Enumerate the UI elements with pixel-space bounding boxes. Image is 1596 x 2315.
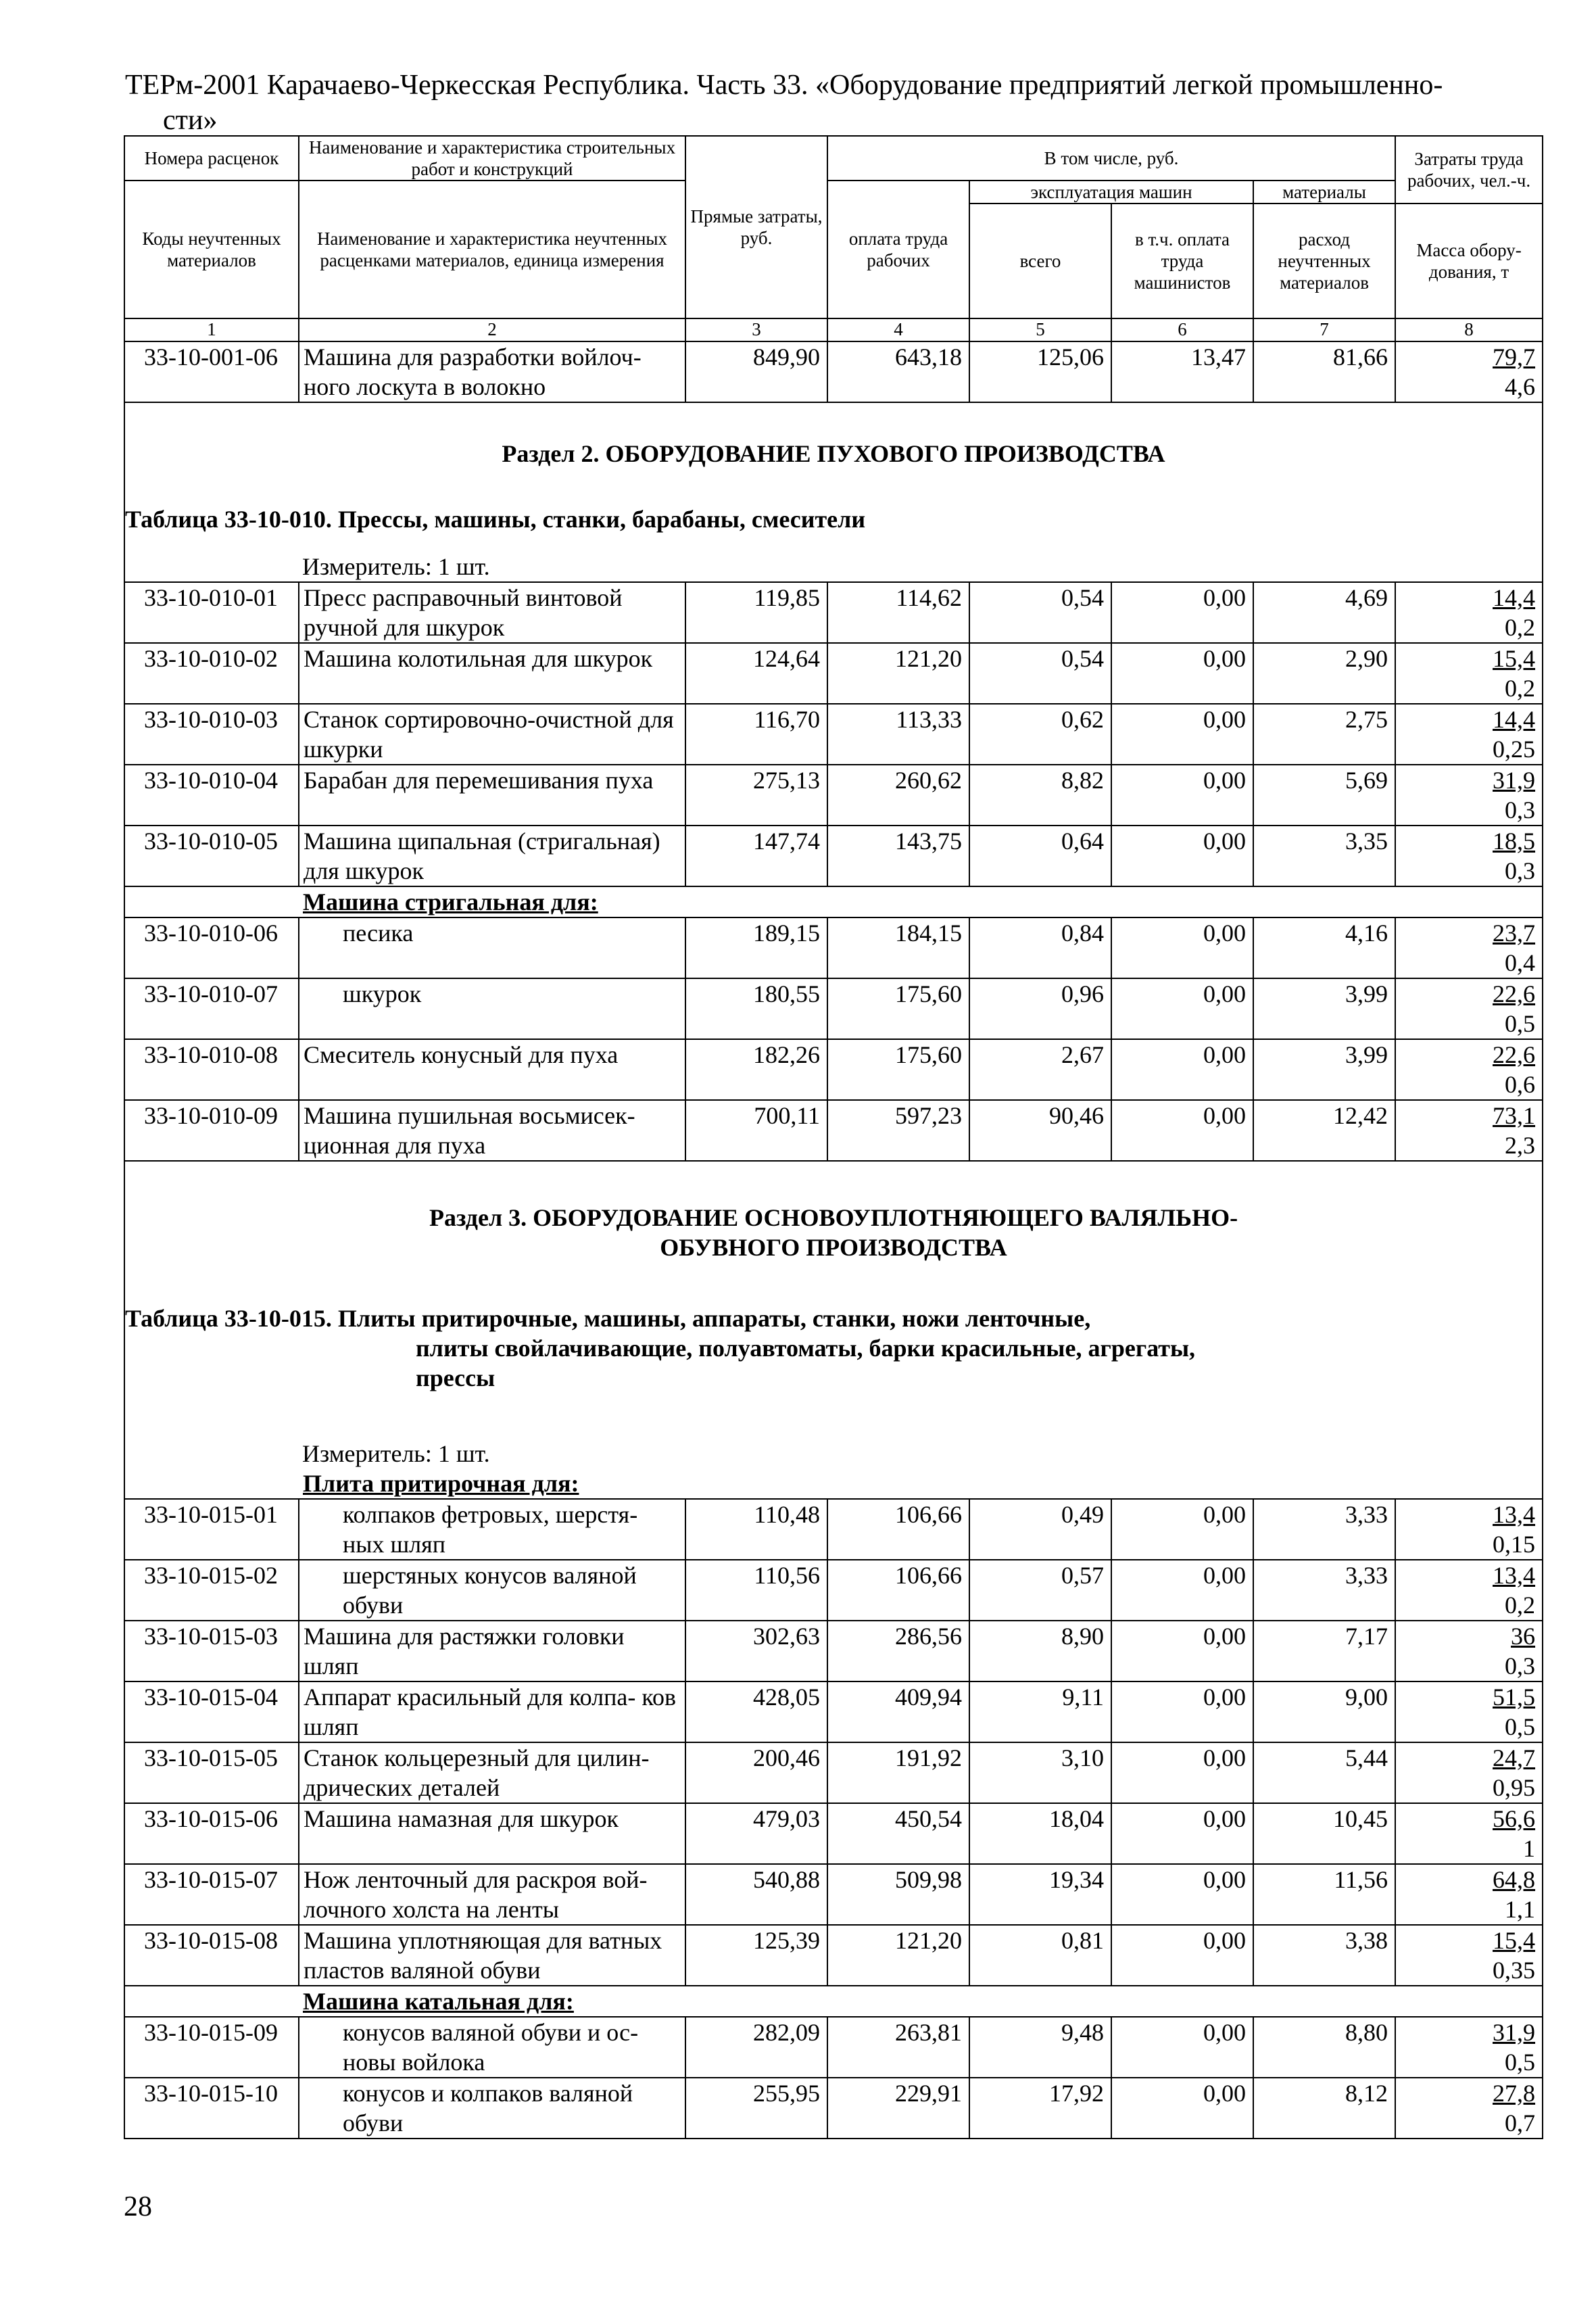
labor-mass-cell [1395, 582, 1543, 643]
table-row [124, 978, 1543, 1039]
machinist-wages: 0,00 [1111, 826, 1253, 886]
machinist-wages: 0,00 [1111, 704, 1253, 765]
table-row [124, 1499, 1543, 1560]
worker-wages: 106,66 [827, 1560, 969, 1621]
rate-code: 33-10-015-05 [124, 1742, 299, 1803]
page-header [125, 68, 1545, 138]
labor-value: 14,4 [1493, 706, 1536, 733]
mass-value: 0,5 [1505, 1010, 1536, 1037]
machinist-wages: 0,00 [1111, 2078, 1253, 2139]
machinist-wages: 0,00 [1111, 582, 1253, 643]
machinist-wages: 13,47 [1111, 341, 1253, 402]
rates-table [124, 135, 1543, 2139]
direct-costs: 110,56 [685, 1560, 827, 1621]
rate-code: 33-10-015-10 [124, 2078, 299, 2139]
labor-mass-cell [1395, 1742, 1543, 1803]
rate-code: 33-10-015-01 [124, 1499, 299, 1560]
worker-wages: 143,75 [827, 826, 969, 886]
machinist-wages: 0,00 [1111, 1621, 1253, 1681]
rate-code: 33-10-010-06 [124, 917, 299, 978]
material-costs: 2,90 [1253, 643, 1395, 704]
machinist-wages: 0,00 [1111, 1681, 1253, 1742]
mass-value: 0,5 [1505, 2049, 1536, 2076]
direct-costs: 147,74 [685, 826, 827, 886]
rate-code: 33-10-015-08 [124, 1925, 299, 1986]
mass-value: 0,35 [1493, 1957, 1536, 1984]
machinist-wages: 0,00 [1111, 1864, 1253, 1925]
group-spacer [124, 1469, 299, 1499]
direct-costs: 700,11 [685, 1100, 827, 1161]
labor-mass-cell [1395, 1100, 1543, 1161]
group-spacer [124, 886, 299, 917]
labor-value: 23,7 [1493, 920, 1536, 947]
labor-mass-cell [1395, 1681, 1543, 1742]
machinist-wages: 0,00 [1111, 1742, 1253, 1803]
machinist-wages: 0,00 [1111, 1100, 1253, 1161]
mass-value: 1 [1523, 1835, 1536, 1862]
direct-costs: 110,48 [685, 1499, 827, 1560]
col-labor-header: Затраты труда рабочих, чел.-ч. [1395, 136, 1543, 204]
machine-costs: 2,67 [969, 1039, 1111, 1100]
labor-mass-cell [1395, 643, 1543, 704]
mass-value: 4,6 [1505, 373, 1536, 400]
row-name: шкурок [299, 978, 685, 1039]
row-name: шерстяных конусов валяной обуви [299, 1560, 685, 1621]
row-name: Машина щипальная (стригальная) для шкурок [299, 826, 685, 886]
labor-value: 15,4 [1493, 645, 1536, 672]
material-costs: 8,12 [1253, 2078, 1395, 2139]
direct-costs: 540,88 [685, 1864, 827, 1925]
table-row [124, 1100, 1543, 1161]
table-row [124, 1560, 1543, 1621]
worker-wages: 643,18 [827, 341, 969, 402]
direct-costs: 119,85 [685, 582, 827, 643]
table-33-10-010-title: Таблица 33-10-010. Прессы, машины, станки, барабаны, смесители [124, 504, 1543, 552]
direct-costs: 302,63 [685, 1621, 827, 1681]
row-name: Машина намазная для шкурок [299, 1803, 685, 1864]
machine-costs: 17,92 [969, 2078, 1111, 2139]
labor-mass-cell [1395, 1039, 1543, 1100]
table-row [124, 1621, 1543, 1681]
group-heading: Плита притирочная для: [299, 1469, 1543, 1499]
direct-costs: 180,55 [685, 978, 827, 1039]
labor-mass-cell [1395, 341, 1543, 402]
rate-code: 33-10-010-02 [124, 643, 299, 704]
rate-code: 33-10-015-07 [124, 1864, 299, 1925]
worker-wages: 106,66 [827, 1499, 969, 1560]
table-row [124, 704, 1543, 765]
col-machinists-header: в т.ч. оплата труда машинистов [1111, 204, 1253, 318]
column-number: 5 [969, 318, 1111, 341]
machine-costs: 19,34 [969, 1864, 1111, 1925]
mass-value: 0,25 [1493, 736, 1536, 763]
machine-costs: 0,62 [969, 704, 1111, 765]
table-row [124, 765, 1543, 826]
table-row [124, 341, 1543, 402]
machinist-wages: 0,00 [1111, 1803, 1253, 1864]
group-row [124, 1986, 1543, 2017]
col-machines-total-header: всего [969, 204, 1111, 318]
machine-costs: 9,11 [969, 1681, 1111, 1742]
column-number: 2 [299, 318, 685, 341]
material-costs: 2,75 [1253, 704, 1395, 765]
material-costs: 3,33 [1253, 1499, 1395, 1560]
col-materials-name-header: Наименование и характеристика неучтенных расценками материалов, единица измерения [299, 181, 685, 318]
material-costs: 5,69 [1253, 765, 1395, 826]
labor-mass-cell [1395, 978, 1543, 1039]
labor-mass-cell [1395, 704, 1543, 765]
labor-value: 14,4 [1493, 584, 1536, 611]
machine-costs: 0,54 [969, 582, 1111, 643]
machine-costs: 0,57 [969, 1560, 1111, 1621]
column-numbers-row [124, 318, 1543, 341]
table-row [124, 826, 1543, 886]
rate-code: 33-10-010-04 [124, 765, 299, 826]
row-name: конусов и колпаков валяной обуви [299, 2078, 685, 2139]
material-costs: 3,99 [1253, 1039, 1395, 1100]
column-number: 6 [1111, 318, 1253, 341]
labor-value: 31,9 [1493, 767, 1536, 794]
material-costs: 81,66 [1253, 341, 1395, 402]
row-name: Нож ленточный для раскроя вой- лочного холста на ленты [299, 1864, 685, 1925]
labor-value: 13,4 [1493, 1501, 1536, 1528]
row-name: колпаков фетровых, шерстя- ных шляп [299, 1499, 685, 1560]
rate-code: 33-10-001-06 [124, 341, 299, 402]
labor-value: 73,1 [1493, 1102, 1536, 1129]
labor-mass-cell [1395, 765, 1543, 826]
group-row [124, 1469, 1543, 1499]
mass-value: 0,5 [1505, 1713, 1536, 1740]
column-number: 3 [685, 318, 827, 341]
rate-code: 33-10-015-02 [124, 1560, 299, 1621]
worker-wages: 121,20 [827, 643, 969, 704]
material-costs: 7,17 [1253, 1621, 1395, 1681]
table-33-10-015-title [124, 1304, 1543, 1439]
col-including-header: В том числе, руб. [827, 136, 1395, 181]
row-name: песика [299, 917, 685, 978]
mass-value: 0,7 [1505, 2109, 1536, 2137]
worker-wages: 175,60 [827, 978, 969, 1039]
labor-mass-cell [1395, 1621, 1543, 1681]
material-costs: 10,45 [1253, 1803, 1395, 1864]
mass-value: 0,2 [1505, 614, 1536, 641]
row-name: Аппарат красильный для колпа- ков шляп [299, 1681, 685, 1742]
material-costs: 3,35 [1253, 826, 1395, 886]
mass-value: 0,95 [1493, 1774, 1536, 1801]
machine-costs: 8,90 [969, 1621, 1111, 1681]
group-heading: Машина стригальная для: [299, 886, 1543, 917]
row-name: Машина пушильная восьмисек- ционная для пуха [299, 1100, 685, 1161]
table-title-line-3: прессы [416, 1364, 495, 1391]
machine-costs: 125,06 [969, 341, 1111, 402]
labor-value: 36 [1511, 1623, 1536, 1650]
col-mass-header: Масса обору- дования, т [1395, 204, 1543, 318]
labor-value: 51,5 [1493, 1684, 1536, 1711]
row-name: Станок кольцерезный для цилин- дрических деталей [299, 1742, 685, 1803]
machine-costs: 3,10 [969, 1742, 1111, 1803]
labor-mass-cell [1395, 1803, 1543, 1864]
worker-wages: 121,20 [827, 1925, 969, 1986]
machinist-wages: 0,00 [1111, 1499, 1253, 1560]
column-number: 4 [827, 318, 969, 341]
rate-code: 33-10-010-03 [124, 704, 299, 765]
direct-costs: 255,95 [685, 2078, 827, 2139]
measure-unit: Измеритель: 1 шт. [124, 1439, 1543, 1469]
machinist-wages: 0,00 [1111, 1039, 1253, 1100]
machine-costs: 0,49 [969, 1499, 1111, 1560]
rate-code: 33-10-010-01 [124, 582, 299, 643]
direct-costs: 189,15 [685, 917, 827, 978]
machine-costs: 18,04 [969, 1803, 1111, 1864]
direct-costs: 275,13 [685, 765, 827, 826]
material-costs: 12,42 [1253, 1100, 1395, 1161]
direct-costs: 116,70 [685, 704, 827, 765]
section-2-title: Раздел 2. ОБОРУДОВАНИЕ ПУХОВОГО ПРОИЗВОДСТВА [124, 402, 1543, 504]
machinist-wages: 0,00 [1111, 765, 1253, 826]
table-row [124, 2017, 1543, 2078]
measure-unit: Измеритель: 1 шт. [124, 552, 1543, 582]
mass-value: 0,2 [1505, 675, 1536, 702]
labor-value: 22,6 [1493, 980, 1536, 1007]
labor-value: 13,4 [1493, 1562, 1536, 1589]
mass-value: 2,3 [1505, 1132, 1536, 1159]
labor-mass-cell [1395, 917, 1543, 978]
page-number: 28 [124, 2191, 152, 2222]
labor-value: 22,6 [1493, 1041, 1536, 1068]
rate-code: 33-10-015-03 [124, 1621, 299, 1681]
machinist-wages: 0,00 [1111, 1925, 1253, 1986]
rate-code: 33-10-010-05 [124, 826, 299, 886]
worker-wages: 450,54 [827, 1803, 969, 1864]
labor-mass-cell [1395, 1499, 1543, 1560]
worker-wages: 286,56 [827, 1621, 969, 1681]
table-row [124, 1681, 1543, 1742]
col-machines-header: эксплуатация машин [969, 181, 1253, 204]
worker-wages: 113,33 [827, 704, 969, 765]
table-title-line-2: плиты свойлачивающие, полуавтоматы, барки красильные, агрегаты, [416, 1335, 1196, 1362]
labor-value: 27,8 [1493, 2080, 1536, 2107]
col-wages-header: оплата труда рабочих [827, 181, 969, 318]
worker-wages: 597,23 [827, 1100, 969, 1161]
material-costs: 4,69 [1253, 582, 1395, 643]
machine-costs: 9,48 [969, 2017, 1111, 2078]
labor-mass-cell [1395, 2078, 1543, 2139]
measure-unit-row [124, 552, 1543, 582]
material-costs: 4,16 [1253, 917, 1395, 978]
worker-wages: 263,81 [827, 2017, 969, 2078]
labor-value: 56,6 [1493, 1805, 1536, 1832]
labor-mass-cell [1395, 826, 1543, 886]
mass-value: 1,1 [1505, 1896, 1536, 1923]
rate-code: 33-10-015-04 [124, 1681, 299, 1742]
labor-value: 31,9 [1493, 2019, 1536, 2046]
machine-costs: 90,46 [969, 1100, 1111, 1161]
mass-value: 0,15 [1493, 1531, 1536, 1558]
rate-code: 33-10-015-09 [124, 2017, 299, 2078]
labor-mass-cell [1395, 1925, 1543, 1986]
col-codes-header: Коды неучтенных материалов [124, 181, 299, 318]
worker-wages: 114,62 [827, 582, 969, 643]
col-materials-header: материалы [1253, 181, 1395, 204]
measure-unit-row [124, 1439, 1543, 1469]
labor-value: 64,8 [1493, 1866, 1536, 1893]
mass-value: 0,3 [1505, 796, 1536, 824]
worker-wages: 229,91 [827, 2078, 969, 2139]
group-spacer [124, 1986, 299, 2017]
direct-costs: 479,03 [685, 1803, 827, 1864]
page-title-line-1: ТЕРм-2001 Карачаево-Черкесская Республика. Часть 33. «Оборудование предприятий легкой промышленно- [125, 70, 1443, 101]
row-name: Станок сортировочно-очистной для шкурки [299, 704, 685, 765]
section-3-title [124, 1161, 1543, 1304]
table-row [124, 1803, 1543, 1864]
machinist-wages: 0,00 [1111, 917, 1253, 978]
machinist-wages: 0,00 [1111, 1560, 1253, 1621]
table-row [124, 1742, 1543, 1803]
column-number: 1 [124, 318, 299, 341]
worker-wages: 260,62 [827, 765, 969, 826]
machine-costs: 0,96 [969, 978, 1111, 1039]
mass-value: 0,6 [1505, 1071, 1536, 1098]
col-name-header: Наименование и характеристика строительных работ и конструкций [299, 136, 685, 181]
machine-costs: 8,82 [969, 765, 1111, 826]
row-name: Барабан для перемешивания пуха [299, 765, 685, 826]
table-title-line-1: Таблица 33-10-015. Плиты притирочные, машины, аппараты, станки, ножи ленточные, [125, 1305, 1091, 1332]
worker-wages: 509,98 [827, 1864, 969, 1925]
direct-costs: 428,05 [685, 1681, 827, 1742]
labor-value: 15,4 [1493, 1927, 1536, 1954]
material-costs: 11,56 [1253, 1864, 1395, 1925]
machinist-wages: 0,00 [1111, 2017, 1253, 2078]
direct-costs: 124,64 [685, 643, 827, 704]
table-row [124, 2078, 1543, 2139]
table-row [124, 1925, 1543, 1986]
group-heading: Машина катальная для: [299, 1986, 1543, 2017]
mass-value: 0,4 [1505, 949, 1536, 976]
worker-wages: 191,92 [827, 1742, 969, 1803]
labor-value: 18,5 [1493, 828, 1536, 855]
row-name: Смеситель конусный для пуха [299, 1039, 685, 1100]
labor-mass-cell [1395, 2017, 1543, 2078]
machine-costs: 0,81 [969, 1925, 1111, 1986]
mass-value: 0,3 [1505, 857, 1536, 884]
material-costs: 9,00 [1253, 1681, 1395, 1742]
worker-wages: 175,60 [827, 1039, 969, 1100]
direct-costs: 282,09 [685, 2017, 827, 2078]
row-name: конусов валяной обуви и ос- новы войлока [299, 2017, 685, 2078]
column-number: 8 [1395, 318, 1543, 341]
row-name: Машина колотильная для шкурок [299, 643, 685, 704]
row-name: Пресс расправочный винтовой ручной для шкурок [299, 582, 685, 643]
row-name: Машина уплотняющая для ватных пластов валяной обуви [299, 1925, 685, 1986]
labor-value: 79,7 [1493, 343, 1536, 371]
rate-code: 33-10-010-09 [124, 1100, 299, 1161]
table-row [124, 582, 1543, 643]
direct-costs: 182,26 [685, 1039, 827, 1100]
labor-mass-cell [1395, 1864, 1543, 1925]
group-row [124, 886, 1543, 917]
direct-costs: 125,39 [685, 1925, 827, 1986]
col-direct-header: Прямые затраты, руб. [685, 136, 827, 318]
table-row [124, 1039, 1543, 1100]
labor-mass-cell [1395, 1560, 1543, 1621]
column-number: 7 [1253, 318, 1395, 341]
mass-value: 0,2 [1505, 1592, 1536, 1619]
section-3-title-line-2: ОБУВНОГО ПРОИЗВОДСТВА [660, 1234, 1007, 1261]
page-title-line-2: сти» [163, 105, 218, 136]
table-row [124, 917, 1543, 978]
machine-costs: 0,64 [969, 826, 1111, 886]
machinist-wages: 0,00 [1111, 643, 1253, 704]
table-body [124, 136, 1543, 2139]
table-33-10-015-title-row [124, 1304, 1543, 1439]
row-name: Машина для растяжки головки шляп [299, 1621, 685, 1681]
col-rate-number-header: Номера расценок [124, 136, 299, 181]
rate-code: 33-10-010-07 [124, 978, 299, 1039]
section-3-title-line-1: Раздел 3. ОБОРУДОВАНИЕ ОСНОВОУПЛОТНЯЮЩЕГО ВАЛЯЛЬНО- [429, 1204, 1238, 1231]
labor-value: 24,7 [1493, 1744, 1536, 1771]
worker-wages: 409,94 [827, 1681, 969, 1742]
worker-wages: 184,15 [827, 917, 969, 978]
material-costs: 5,44 [1253, 1742, 1395, 1803]
machine-costs: 0,54 [969, 643, 1111, 704]
machinist-wages: 0,00 [1111, 978, 1253, 1039]
machine-costs: 0,84 [969, 917, 1111, 978]
rate-code: 33-10-015-06 [124, 1803, 299, 1864]
section-3-title-row [124, 1161, 1543, 1304]
row-name: Машина для разработки войлоч- ного лоскута в волокно [299, 341, 685, 402]
section-2-title-row [124, 402, 1543, 504]
table-row [124, 643, 1543, 704]
rate-code: 33-10-010-08 [124, 1039, 299, 1100]
table-33-10-010-title-row [124, 504, 1543, 552]
direct-costs: 849,90 [685, 341, 827, 402]
direct-costs: 200,46 [685, 1742, 827, 1803]
table-row [124, 1864, 1543, 1925]
material-costs: 3,38 [1253, 1925, 1395, 1986]
material-costs: 8,80 [1253, 2017, 1395, 2078]
col-material-use-header: расход неучтенных материалов [1253, 204, 1395, 318]
material-costs: 3,99 [1253, 978, 1395, 1039]
material-costs: 3,33 [1253, 1560, 1395, 1621]
mass-value: 0,3 [1505, 1652, 1536, 1679]
